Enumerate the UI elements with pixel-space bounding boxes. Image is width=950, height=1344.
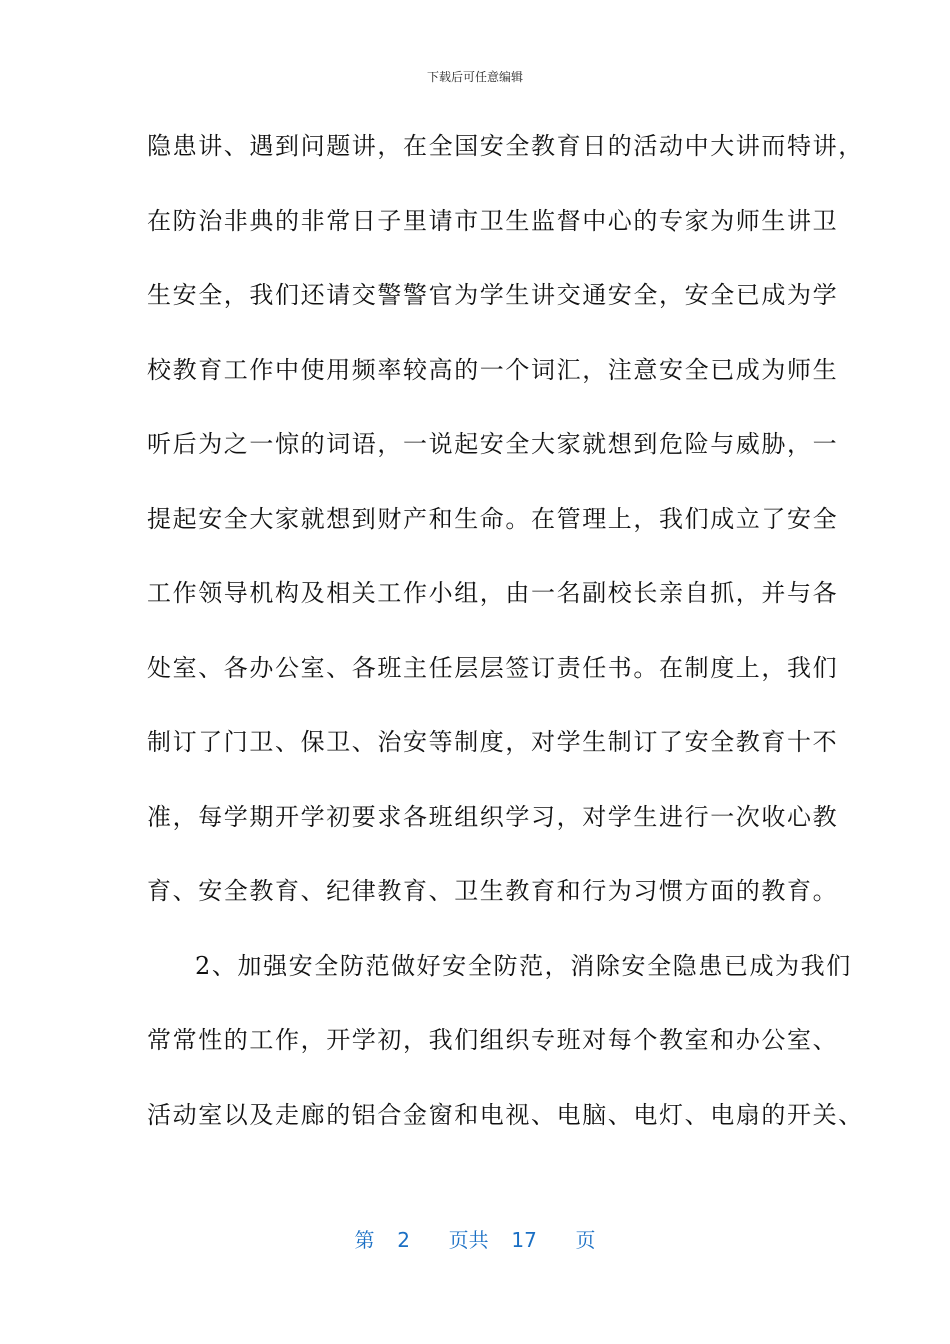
text-line: 常常性的工作，开学初，我们组织专班对每个教室和办公室、: [147, 1026, 839, 1054]
text-line: 校教育工作中使用频率较高的一个词汇，注意安全已成为师生: [147, 355, 839, 384]
text-line: 制订了门卫、保卫、治安等制度，对学生制订了安全教育十不: [147, 728, 839, 756]
current-page-number: 2: [397, 1228, 410, 1252]
text-line: 准，每学期开学初要求各班组织学习，对学生进行一次收心教: [147, 802, 839, 831]
page-label-suffix: 页: [575, 1228, 596, 1252]
text-line: 听后为之一惊的词语，一说起安全大家就想到危险与威胁，一: [147, 430, 839, 458]
page-header: 下载后可任意编辑: [426, 70, 523, 84]
text-line: 育、安全教育、纪律教育、卫生教育和行为习惯方面的教育。: [147, 877, 839, 905]
text-line: 生安全，我们还请交警警官为学生讲交通安全，安全已成为学: [147, 281, 839, 309]
page-label-prefix: 第: [354, 1228, 375, 1252]
paragraph-start-line: 2、加强安全防范做好安全防范，消除安全隐患已成为我们: [195, 951, 852, 980]
text-line: 隐患讲、遇到问题讲，在全国安全教育日的活动中大讲而特讲，: [147, 132, 864, 160]
total-pages-number: 17: [511, 1228, 537, 1252]
text-line: 在防治非典的非常日子里请市卫生监督中心的专家为师生讲卫: [147, 206, 839, 235]
text-line: 活动室以及走廊的铝合金窗和电视、电脑、电灯、电扇的开关、: [147, 1100, 864, 1129]
page-footer: [0, 1224, 950, 1253]
document-body: [147, 123, 864, 1166]
text-line: 处室、各办公室、各班主任层层签订责任书。在制度上，我们: [147, 653, 839, 682]
text-line: 提起安全大家就想到财产和生命。在管理上，我们成立了安全: [147, 504, 839, 533]
text-line: 工作领导机构及相关工作小组，由一名副校长亲自抓，并与各: [147, 579, 839, 607]
page-label-mid: 页共: [448, 1228, 489, 1252]
